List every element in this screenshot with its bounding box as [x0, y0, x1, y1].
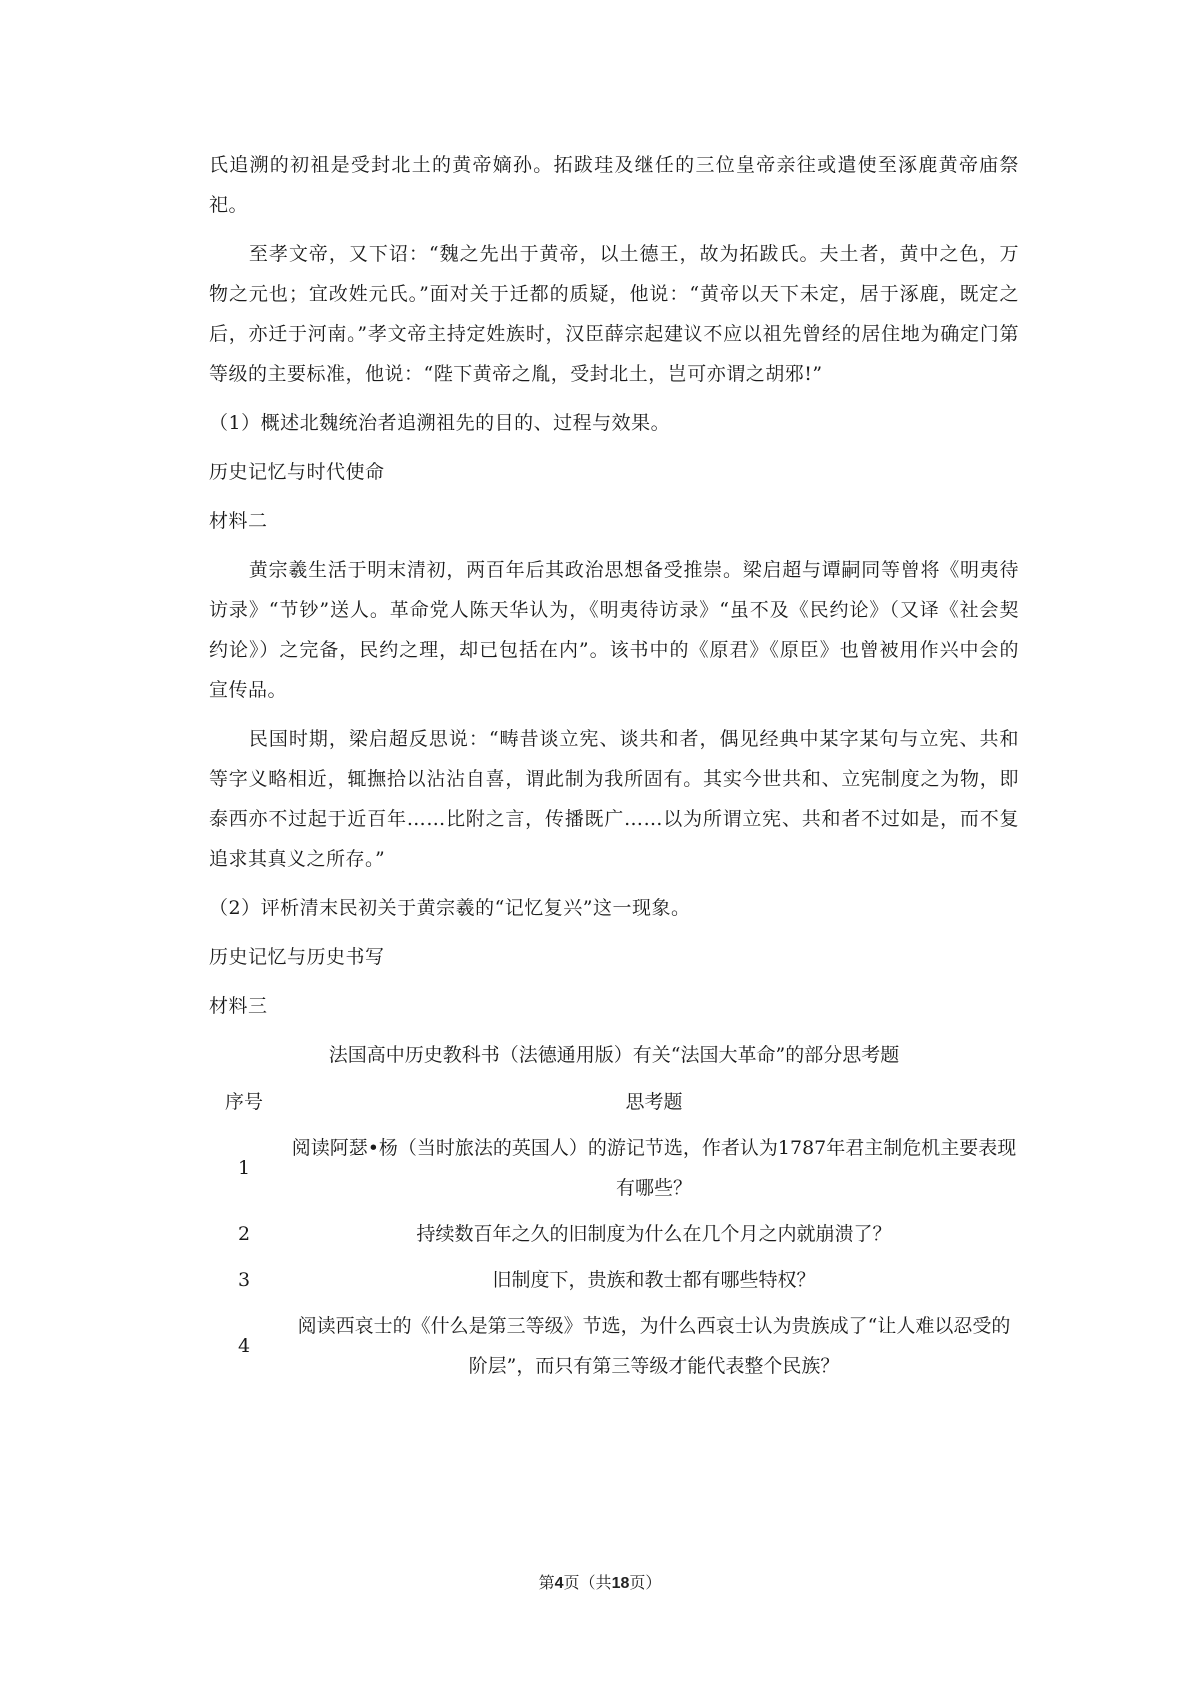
header-question: 思考题	[625, 1091, 683, 1113]
footer-prefix: 第	[538, 1573, 555, 1592]
row-question: 持续数百年之久的旧制度为什么在几个月之内就崩溃了？	[416, 1223, 892, 1245]
table-row	[209, 1257, 1019, 1303]
material-3-label: 材料三	[209, 995, 268, 1017]
footer-total-pages: 18	[611, 1575, 630, 1592]
footer-suffix: 页）	[629, 1573, 662, 1592]
table-caption: 法国高中历史教科书（法德通用版）有关“法国大革命”的部分思考题	[328, 1044, 900, 1066]
paragraph-continued: 氏追溯的初祖是受封北土的黄帝嫡孙。拓跋珪及继任的三位皇帝亲往或遣使至涿鹿黄帝庙祭祀。	[209, 154, 1019, 216]
row-number: 3	[237, 1269, 251, 1291]
table-row	[209, 1211, 1019, 1257]
table-row	[209, 1303, 1019, 1389]
row-number: 4	[237, 1335, 251, 1357]
row-question: 旧制度下，贵族和教士都有哪些特权？	[492, 1269, 816, 1291]
page-footer	[0, 1570, 1200, 1593]
table-row	[209, 1125, 1019, 1211]
row-number: 2	[237, 1223, 251, 1245]
row-number: 1	[237, 1157, 251, 1179]
question-1: （1）概述北魏统治者追溯祖先的目的、过程与效果。	[209, 412, 671, 434]
material-2-label: 材料二	[209, 510, 268, 532]
page-content	[209, 145, 1019, 1389]
section-title-memory-writing: 历史记忆与历史书写	[209, 946, 385, 968]
paragraph-xiaowen-edict: 至孝文帝，又下诏：“魏之先出于黄帝，以土德王，故为拓跋氏。夫土者，黄中之色，万物之元也；宜改姓元氏。”面对关于迁都的质疑，他说：“黄帝以天下未定，居于涿鹿，既定之后，亦迁于河南。”孝文帝主持定姓族时，汉臣薛宗起建议不应以祖先曾经的居住地为确定门第等级的主要标准，他说：“陛下黄帝之胤，受封北土，岂可亦谓之胡邪!”	[209, 243, 1019, 385]
row-question: 阅读阿瑟•杨（当时旅法的英国人）的游记节选，作者认为1787年君主制危机主要表现有哪些？	[291, 1137, 1017, 1199]
footer-middle: 页（共	[563, 1573, 612, 1592]
section-title-memory-mission: 历史记忆与时代使命	[209, 461, 385, 483]
footer-page-number: 4	[554, 1575, 564, 1592]
paragraph-liang-qichao: 民国时期，梁启超反思说：“畴昔谈立宪、谈共和者，偶见经典中某字某句与立宪、共和等字义略相近，辄撫拾以沾沾自喜，谓此制为我所固有。其实今世共和、立宪制度之为物，即泰西亦不过起于近百年……比附之言，传播既广……以为所谓立宪、共和者不过如是，而不复追求其真义之所存。”	[209, 728, 1019, 870]
row-question: 阅读西哀士的《什么是第三等级》节选，为什么西哀士认为贵族成了“让人难以忍受的阶层”，而只有第三等级才能代表整个民族？	[297, 1315, 1011, 1377]
header-number: 序号	[224, 1091, 263, 1113]
question-2: （2）评析清末民初关于黄宗羲的“记忆复兴”这一现象。	[209, 897, 691, 919]
questions-table	[209, 1079, 1019, 1389]
table-header-row	[209, 1079, 1019, 1125]
paragraph-huang-zongxi: 黄宗羲生活于明末清初，两百年后其政治思想备受推崇。梁启超与谭嗣同等曾将《明夷待访录》“节钞”送人。革命党人陈天华认为，《明夷待访录》“虽不及《民约论》（又译《社会契约论》）之完备，民约之理，却已包括在内”。该书中的《原君》《原臣》也曾被用作兴中会的宣传品。	[209, 559, 1019, 701]
